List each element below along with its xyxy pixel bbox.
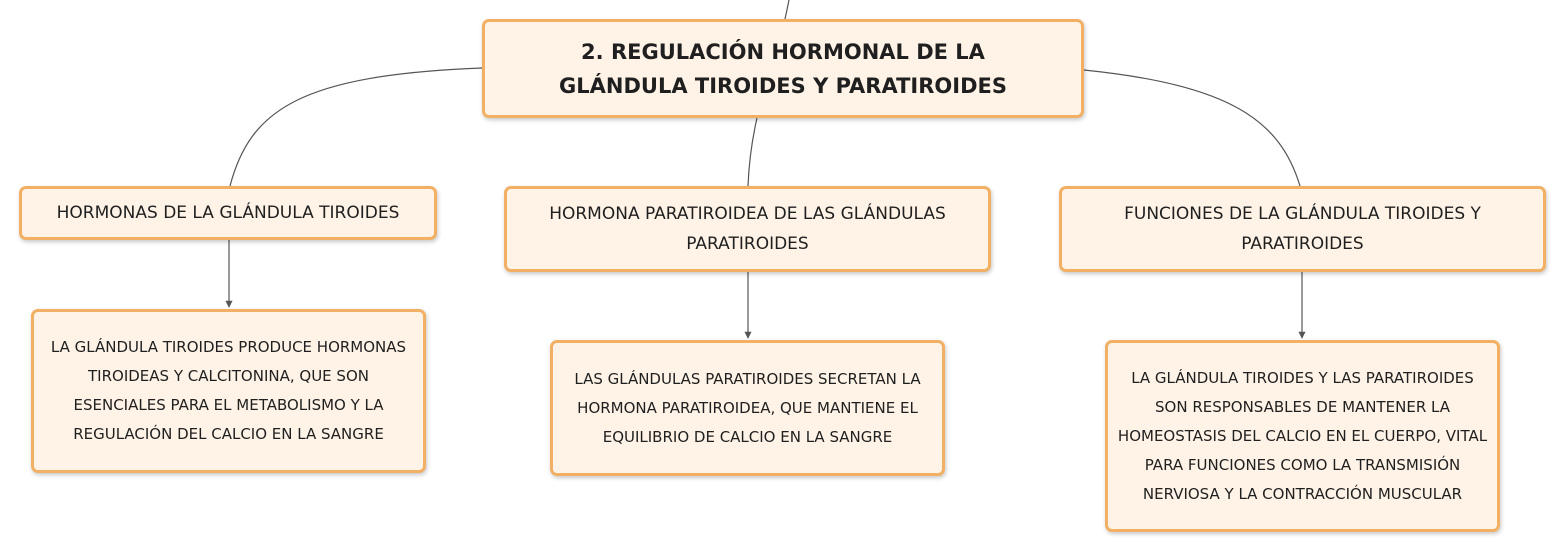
- topic-label: HORMONA PARATIROIDEA DE LAS GLÁNDULAS PARATIROIDES: [549, 204, 946, 254]
- root-topic-node[interactable]: [482, 19, 1084, 118]
- topic-label: FUNCIONES DE LA GLÁNDULA TIROIDES Y PARATIROIDES: [1124, 204, 1481, 254]
- detail-node-hormona-paratiroidea[interactable]: [550, 340, 945, 476]
- connector-root-to-topic-3: [1084, 70, 1300, 186]
- topic-node-hormonas-tiroides[interactable]: [19, 186, 437, 240]
- connector-root-to-topic-2: [748, 118, 757, 186]
- topic-node-hormona-paratiroidea[interactable]: [504, 186, 991, 272]
- detail-node-funciones[interactable]: [1105, 340, 1500, 532]
- detail-node-hormonas-tiroides[interactable]: [31, 309, 426, 473]
- connector-parent-to-root: [785, 0, 789, 19]
- topic-node-funciones[interactable]: [1059, 186, 1546, 272]
- connector-root-to-topic-1: [230, 68, 482, 186]
- topic-label: HORMONAS DE LA GLÁNDULA TIROIDES: [56, 203, 400, 223]
- detail-text: LA GLÁNDULA TIROIDES PRODUCE HORMONAS TIROIDEAS Y CALCITONINA, QUE SON ESENCIALES PARA EL METABOLISMO Y LA REGULACIÓN DEL CALCIO EN LA SANGRE: [50, 338, 407, 443]
- detail-text: LA GLÁNDULA TIROIDES Y LAS PARATIROIDES SON RESPONSABLES DE MANTENER LA HOMEOSTASIS DEL CALCIO EN EL CUERPO, VITAL PARA FUNCIONES COMO LA TRANSMISIÓN NERVIOSA Y LA CONTRACCIÓN MUSCULAR: [1117, 368, 1488, 503]
- root-topic-label: 2. REGULACIÓN HORMONAL DE LA GLÁNDULA TIROIDES Y PARATIROIDES: [559, 39, 1007, 98]
- detail-text: LAS GLÁNDULAS PARATIROIDES SECRETAN LA HORMONA PARATIROIDEA, QUE MANTIENE EL EQUILIBRIO DE CALCIO EN LA SANGRE: [574, 369, 921, 446]
